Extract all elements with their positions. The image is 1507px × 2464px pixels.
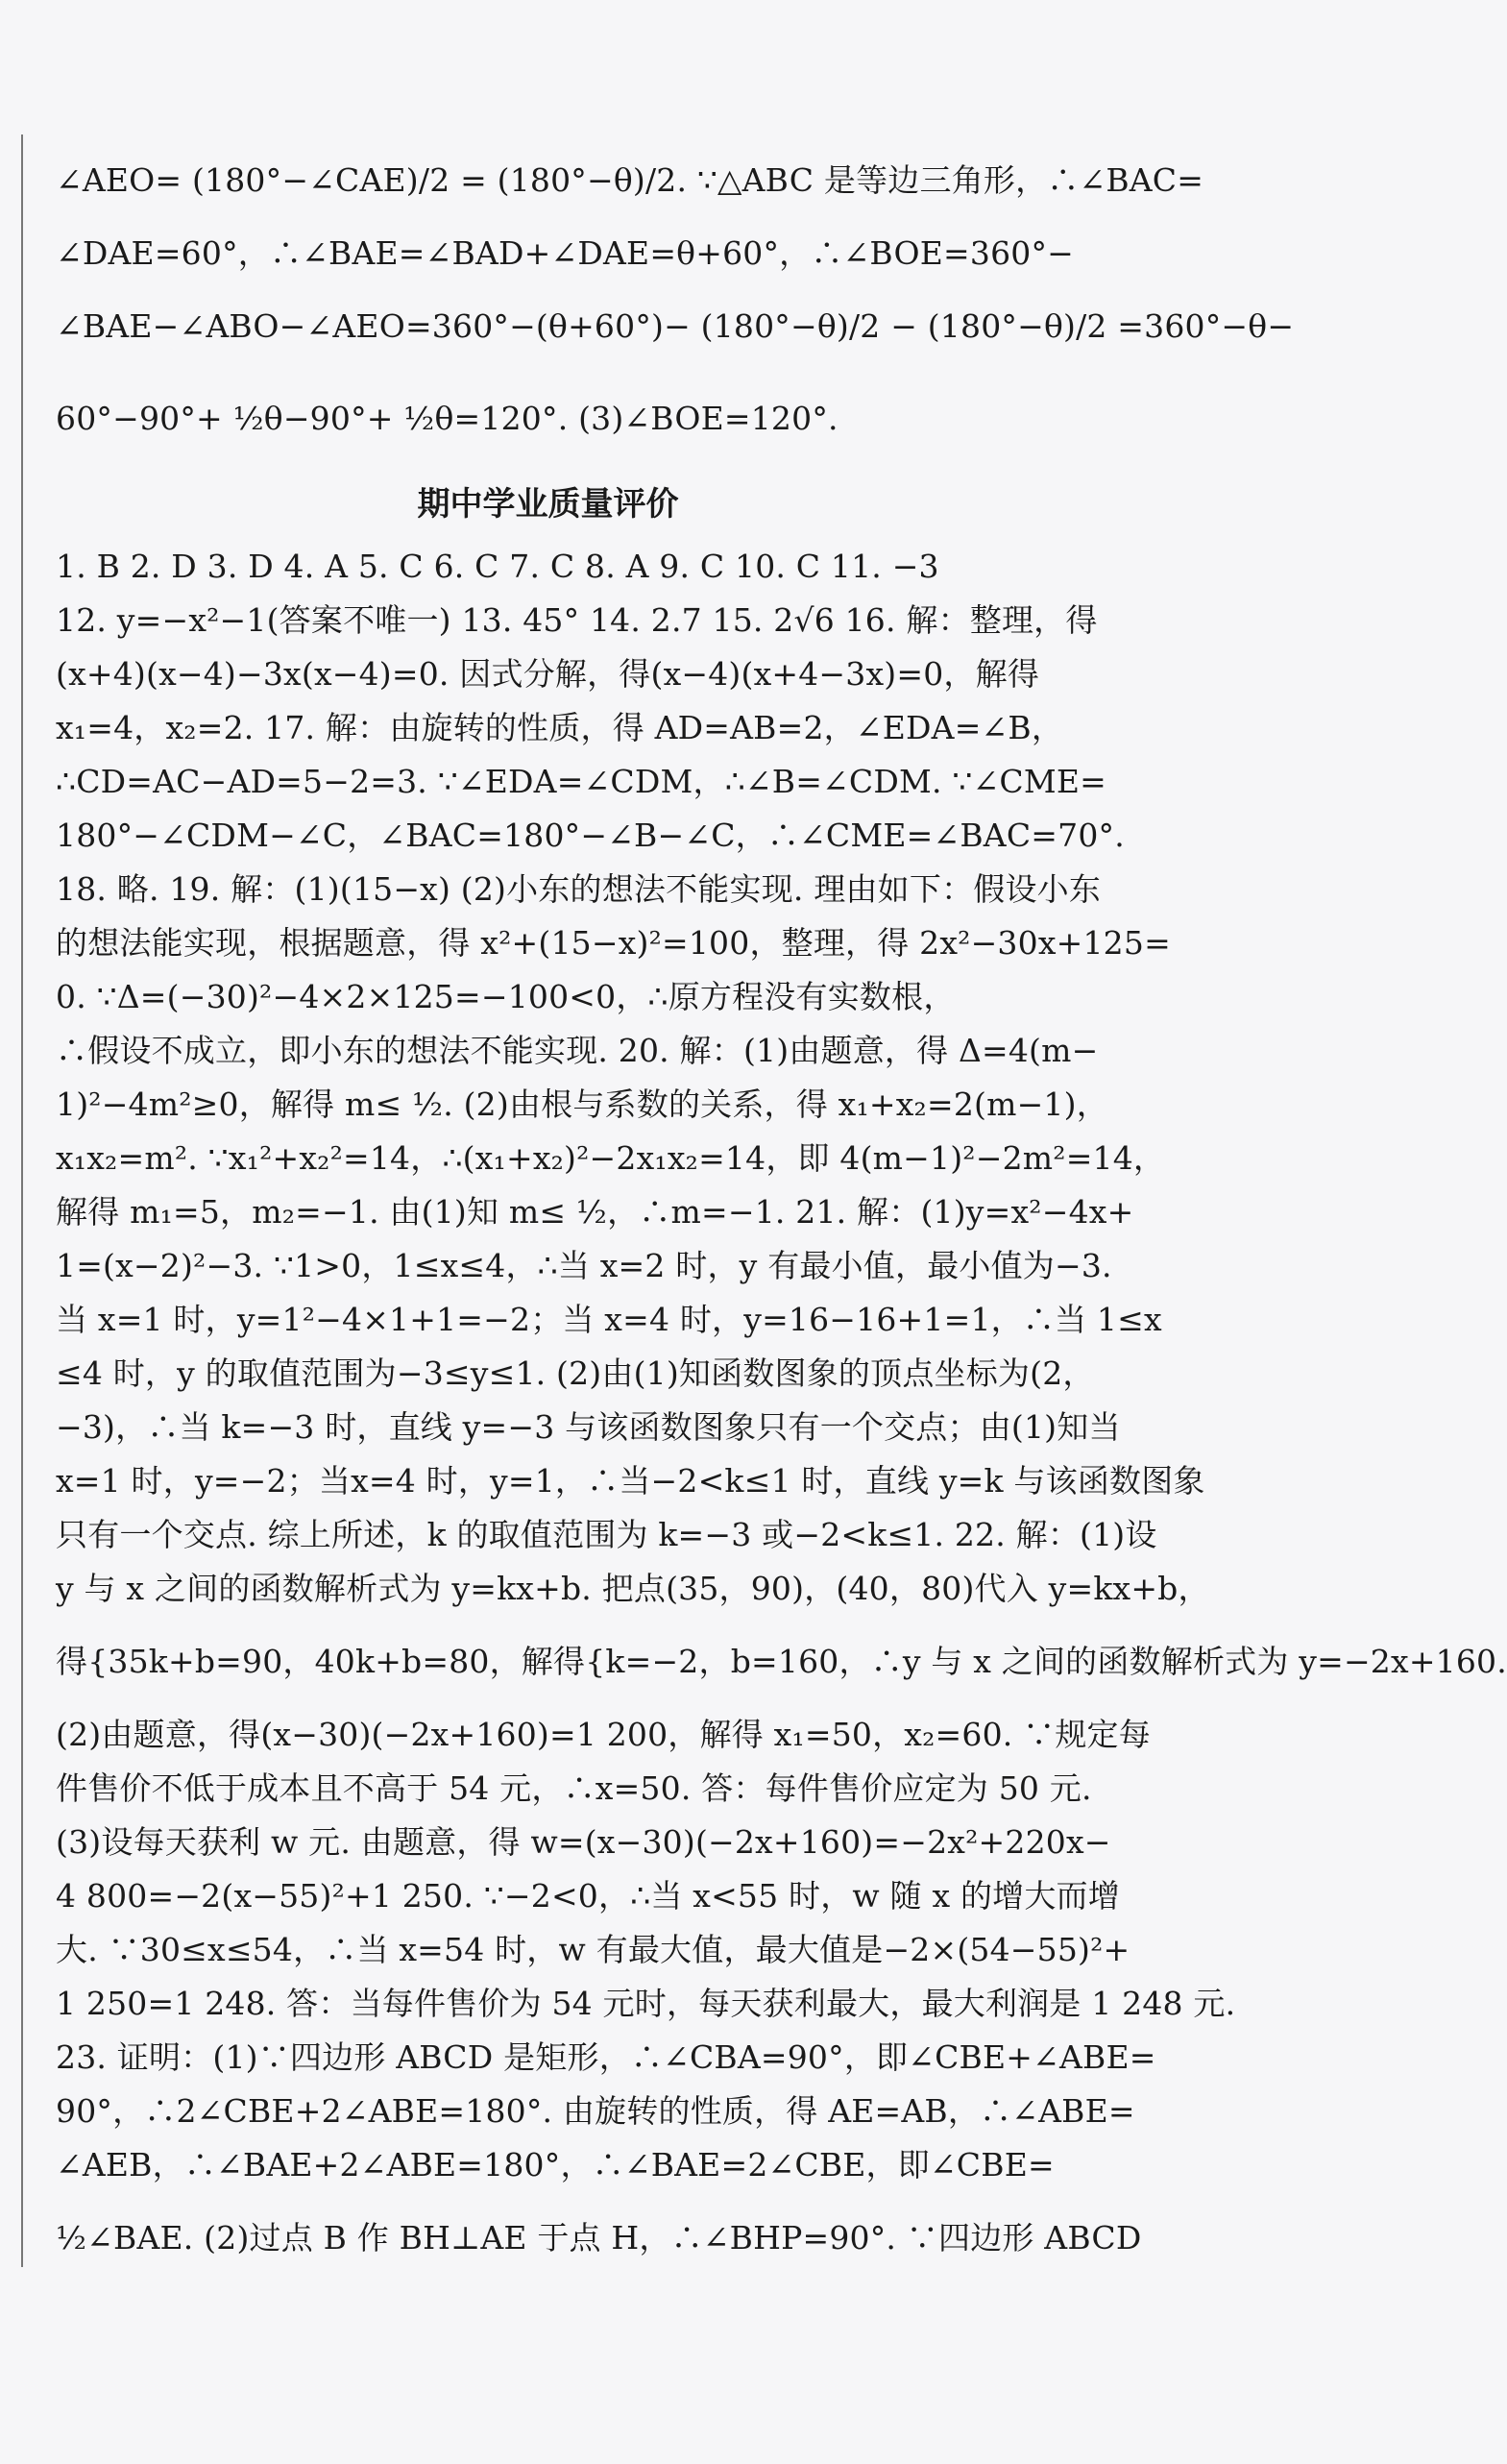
margin-rule bbox=[21, 134, 23, 2267]
answer-line: 18. 略. 19. 解：(1)(15−x) (2)小东的想法不能实现. 理由如下：假设小东 bbox=[56, 870, 1102, 908]
answer-line: 解得 m₁=5，m₂=−1. 由(1)知 m≤ ½，∴m=−1. 21. 解：(1)y=x²−4x+ bbox=[56, 1193, 1134, 1231]
text-line: 60°−90°+ ½θ−90°+ ½θ=120°. (3)∠BOE=120°. bbox=[56, 400, 839, 437]
answer-line: 23. 证明：(1)∵四边形 ABCD 是矩形，∴∠CBA=90°，即∠CBE+∠ABE= bbox=[56, 2038, 1156, 2076]
answer-line: (3)设每天获利 w 元. 由题意，得 w=(x−30)(−2x+160)=−2x²+220x− bbox=[56, 1823, 1111, 1861]
answer-line: x=1 时，y=−2；当x=4 时，y=1，∴当−2<k≤1 时，直线 y=k 与该函数图象 bbox=[56, 1462, 1205, 1500]
answer-line: 1=(x−2)²−3. ∵1>0，1≤x≤4，∴当 x=2 时，y 有最小值，最小值为−3. bbox=[56, 1247, 1112, 1284]
answer-line: (2)由题意，得(x−30)(−2x+160)=1 200，解得 x₁=50，x₂=60. ∵规定每 bbox=[56, 1716, 1151, 1753]
answer-line: (x+4)(x−4)−3x(x−4)=0. 因式分解，得(x−4)(x+4−3x)=0，解得 bbox=[56, 655, 1040, 693]
answer-line: ½∠BAE. (2)过点 B 作 BH⊥AE 于点 H，∴∠BHP=90°. ∵四边形 ABCD bbox=[56, 2219, 1142, 2257]
answer-line: x₁x₂=m². ∵x₁²+x₂²=14，∴(x₁+x₂)²−2x₁x₂=14，即 4(m−1)²−2m²=14， bbox=[56, 1139, 1166, 1177]
answer-line: y 与 x 之间的函数解析式为 y=kx+b. 把点(35，90)，(40，80)代入 y=kx+b， bbox=[56, 1570, 1210, 1607]
answer-line: 0. ∵Δ=(−30)²−4×2×125=−100<0，∴原方程没有实数根， bbox=[56, 978, 956, 1015]
answer-line: ≤4 时，y 的取值范围为−3≤y≤1. (2)由(1)知函数图象的顶点坐标为(2， bbox=[56, 1354, 1095, 1392]
answer-line: 大. ∵30≤x≤54，∴当 x=54 时，w 有最大值，最大值是−2×(54−55)²+ bbox=[56, 1931, 1130, 1968]
answer-line: 1)²−4m²≥0，解得 m≤ ½. (2)由根与系数的关系，得 x₁+x₂=2(m−1)， bbox=[56, 1086, 1108, 1123]
answer-line: 当 x=1 时，y=1²−4×1+1=−2；当 x=4 时，y=16−16+1=1，∴当 1≤x bbox=[56, 1301, 1162, 1338]
section-title: 期中学业质量评价 bbox=[417, 485, 679, 524]
answer-line: 的想法能实现，根据题意，得 x²+(15−x)²=100，整理，得 2x²−30x+125= bbox=[56, 924, 1171, 962]
text-line: ∠AEO= (180°−∠CAE)/2 = (180°−θ)/2. ∵△ABC 是等边三角形，∴∠BAC= bbox=[56, 161, 1204, 199]
answer-line: 1 250=1 248. 答：当每件售价为 54 元时，每天获利最大，最大利润是 1 248 元. bbox=[56, 1985, 1236, 2022]
answer-line: 180°−∠CDM−∠C，∠BAC=180°−∠B−∠C，∴∠CME=∠BAC=70°. bbox=[56, 817, 1125, 854]
text-line: ∠DAE=60°，∴∠BAE=∠BAD+∠DAE=θ+60°，∴∠BOE=360°− bbox=[56, 234, 1075, 272]
answer-line: 得{35k+b=90，40k+b=80，解得{k=−2，b=160，∴y 与 x 之间的函数解析式为 y=−2x+160. bbox=[56, 1643, 1507, 1680]
answer-line: −3)，∴当 k=−3 时，直线 y=−3 与该函数图象只有一个交点；由(1)知当 bbox=[56, 1408, 1121, 1446]
answer-line: ∴假设不成立，即小东的想法不能实现. 20. 解：(1)由题意，得 Δ=4(m− bbox=[56, 1032, 1099, 1069]
answer-line: 90°，∴2∠CBE+2∠ABE=180°. 由旋转的性质，得 AE=AB，∴∠ABE= bbox=[56, 2092, 1135, 2130]
text-line: ∠BAE−∠ABO−∠AEO=360°−(θ+60°)− (180°−θ)/2 − (180°−θ)/2 =360°−θ− bbox=[56, 307, 1295, 345]
answer-line: 件售价不低于成本且不高于 54 元，∴x=50. 答：每件售价应定为 50 元. bbox=[56, 1769, 1092, 1807]
answer-line: 只有一个交点. 综上所述，k 的取值范围为 k=−3 或−2<k≤1. 22. 解：(1)设 bbox=[56, 1516, 1157, 1553]
answer-line: ∠AEB，∴∠BAE+2∠ABE=180°，∴∠BAE=2∠CBE，即∠CBE= bbox=[56, 2146, 1055, 2183]
answer-line: 12. y=−x²−1(答案不唯一) 13. 45° 14. 2.7 15. 2√6 16. 解：整理，得 bbox=[56, 601, 1098, 639]
answer-line: x₁=4，x₂=2. 17. 解：由旋转的性质，得 AD=AB=2，∠EDA=∠B， bbox=[56, 709, 1064, 746]
answer-line: ∴CD=AC−AD=5−2=3. ∵∠EDA=∠CDM，∴∠B=∠CDM. ∵∠CME= bbox=[56, 763, 1107, 800]
answer-line: 4 800=−2(x−55)²+1 250. ∵−2<0，∴当 x<55 时，w 随 x 的增大而增 bbox=[56, 1877, 1120, 1915]
answer-line: 1. B 2. D 3. D 4. A 5. C 6. C 7. C 8. A 9. C 10. C 11. −3 bbox=[56, 548, 939, 585]
